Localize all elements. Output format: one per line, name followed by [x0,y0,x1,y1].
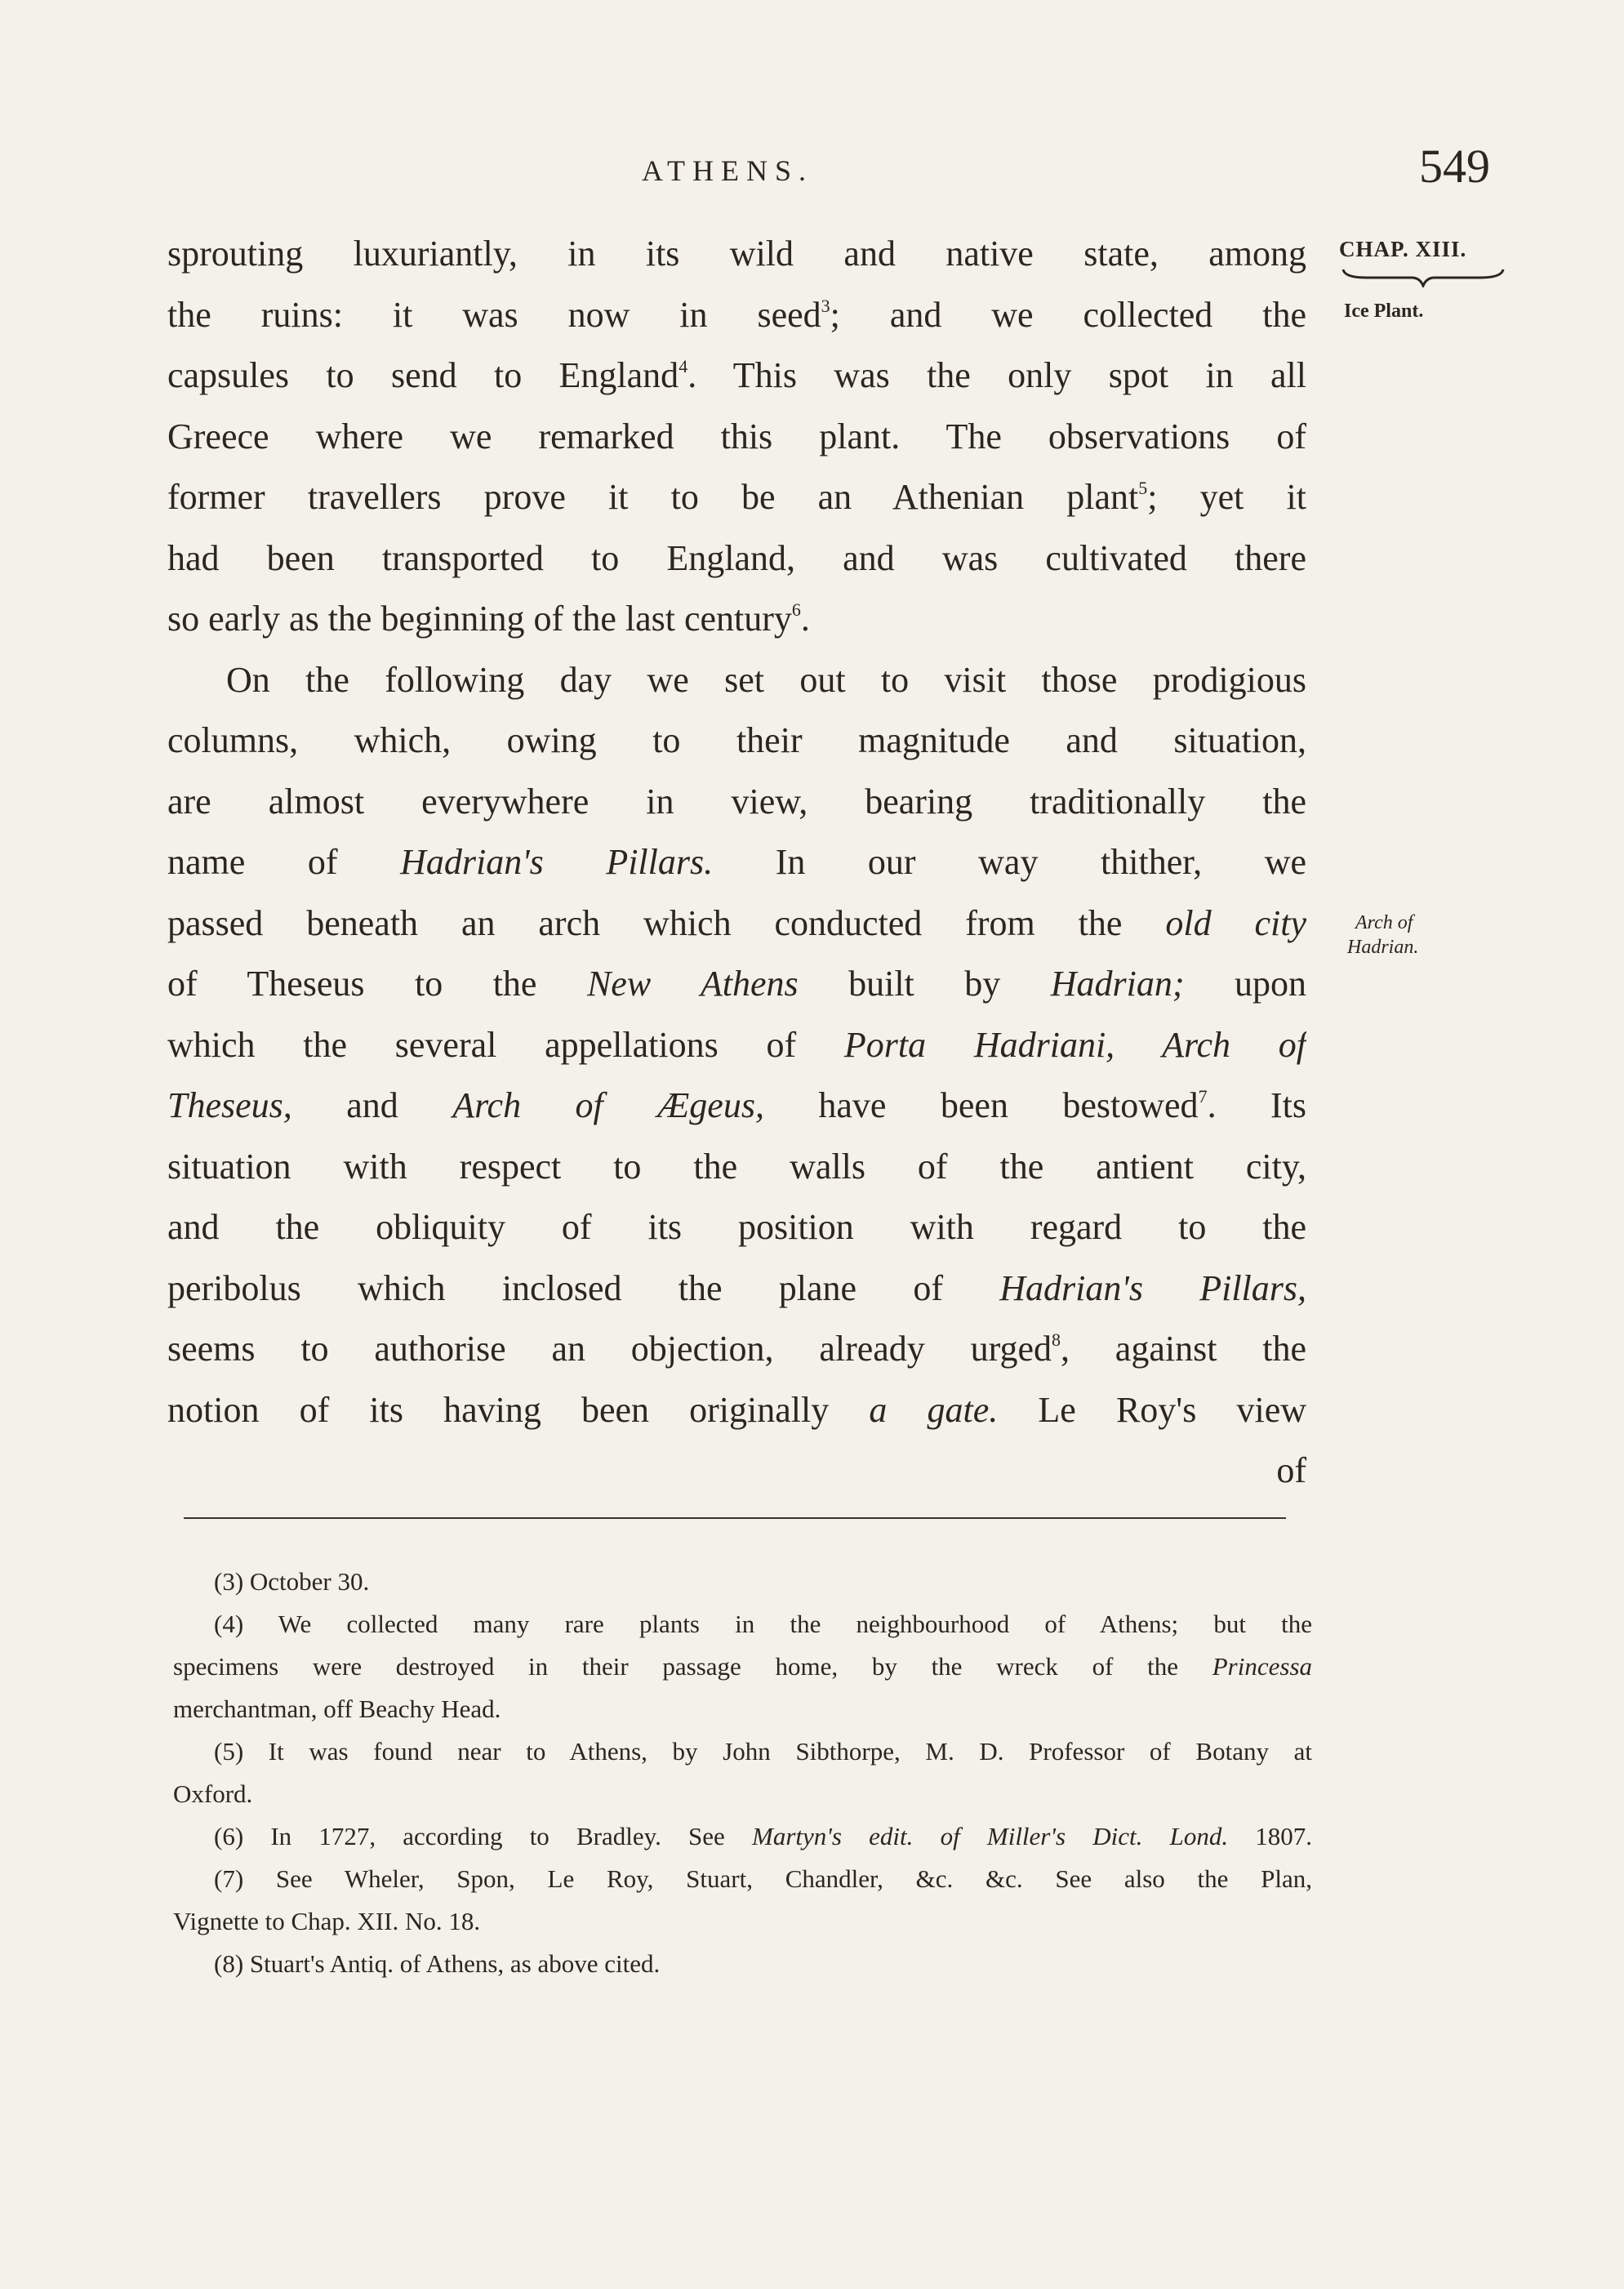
italic-run: Porta Hadriani, Arch of [843,1024,1306,1065]
text-line [167,1319,1306,1380]
footnote-3: (3) October 30. [214,1567,370,1596]
text-run: upon [1235,964,1306,1004]
text-run: and [346,1085,398,1125]
footnote-8: (8) Stuart's Antiq. of Athens, as above cited. [214,1949,661,1978]
footnote-4-cont: merchantman, off Beachy Head. [173,1694,501,1723]
text-run: , against the [1061,1329,1306,1369]
margin-note-arch-line2: Hadrian. [1347,937,1419,958]
italic-run: Martyn's edit. of Miller's Dict. [752,1822,1143,1850]
text-line [167,345,1306,407]
footnote-7-cont: Vignette to Chap. XII. No. 18. [173,1907,481,1935]
margin-chapter-label: CHAP. XIII. [1339,237,1467,261]
text-run: . This was the only spot in all [687,355,1306,395]
text-run: notion of its having been originally [167,1389,830,1430]
text-run: built by [848,964,1001,1004]
text-run: so early as the beginning of the last century [167,599,792,639]
footnote-ref: 5 [1138,478,1148,498]
footnotes [173,1560,1312,1984]
text-line [167,1258,1306,1320]
text-run: In our way thither, we [775,842,1306,882]
footnote-4-cont [173,1645,1312,1687]
text-line: columns, which, owing to their magnitude and situation, [167,720,1306,760]
text-line: situation with respect to the walls of the antient city, [167,1146,1306,1187]
text-run: 1807. [1255,1822,1312,1850]
italic-run: New Athens [586,964,799,1004]
text-run: Le Roy's view [1038,1389,1306,1430]
footnote-ref: 3 [821,295,830,316]
footnote-ref: 6 [791,599,801,620]
footnote-ref: 8 [1052,1329,1061,1350]
footnote-ref: 7 [1198,1086,1208,1107]
text-line [167,954,1306,1015]
text-line [167,893,1306,955]
text-line: of [1276,1450,1306,1490]
text-run: former travellers prove it to be an Athenian plant [167,477,1139,517]
text-line [167,1380,1306,1441]
text-run: ; and we collected the [830,294,1306,335]
text-run: . Its [1207,1085,1306,1125]
text-run: (6) In 1727, according to Bradley. See [214,1822,725,1850]
text-line: and the obliquity of its position with regard to the [167,1207,1306,1247]
text-run: . [800,599,810,639]
text-run: specimens were destroyed in their passage home, by the wreck of the [173,1652,1179,1681]
text-line [167,285,1306,346]
italic-run: old city [1165,902,1306,943]
text-line [167,1075,1306,1137]
text-run: have been bestowed [818,1085,1199,1125]
text-line: are almost everywhere in view, bearing traditionally the [167,781,1306,822]
italic-run: Arch of Ægeus, [452,1085,764,1125]
margin-note-ice-plant: Ice Plant. [1344,301,1424,322]
italic-run: a gate. [869,1389,999,1430]
text-line: had been transported to England, and was cultivated there [167,537,1306,578]
text-run: passed beneath an arch which conducted from the [167,902,1123,943]
italic-run: Hadrian; [1050,964,1185,1004]
footnote-7: (7) See Wheler, Spon, Le Roy, Stuart, Chandler, &c. &c. See also the Plan, [214,1864,1312,1893]
text-line [167,467,1306,528]
footnote-5: (5) It was found near to Athens, by John Sibthorpe, M. D. Professor of Botany at [214,1737,1312,1766]
text-run: name of [167,842,338,882]
text-line [167,1015,1306,1076]
text-run: which the several appellations of [167,1024,797,1065]
text-line [167,589,1306,650]
italic-run: Hadrian's Pillars. [400,842,714,882]
footnote-5-cont: Oxford. [173,1779,253,1808]
margin-note-arch-of-hadrian [1347,911,1419,960]
text-line: Greece where we remarked this plant. The observations of [167,416,1306,456]
running-head: ATHENS. [642,154,814,187]
text-run: ; yet it [1147,477,1306,517]
italic-run: Princessa [1212,1652,1312,1681]
italic-run: Hadrian's Pillars, [999,1267,1306,1308]
margin-note-arch-line1: Arch of [1355,912,1413,933]
text-run: seems to authorise an objection, already urged [167,1329,1052,1369]
text-line: On the following day we set out to visit those prodigious [226,659,1306,700]
text-run: capsules to send to England [167,355,679,395]
footnote-ref: 4 [679,356,688,376]
italic-run: Theseus, [167,1085,292,1125]
italic-run: Lond. [1169,1822,1229,1850]
brace-icon [1341,266,1505,287]
footnote-6 [173,1815,1312,1857]
text-run: of Theseus to the [167,964,537,1004]
text-run: peribolus which inclosed the plane of [167,1267,943,1308]
text-line [167,832,1306,893]
page-number: 549 [1419,140,1490,193]
text-run: the ruins: it was now in seed [167,294,821,335]
footnote-divider [184,1517,1286,1519]
text-line: sprouting luxuriantly, in its wild and native state, among [167,234,1306,274]
footnote-4: (4) We collected many rare plants in the neighbourhood of Athens; but the [214,1610,1312,1638]
main-text [167,224,1306,1502]
